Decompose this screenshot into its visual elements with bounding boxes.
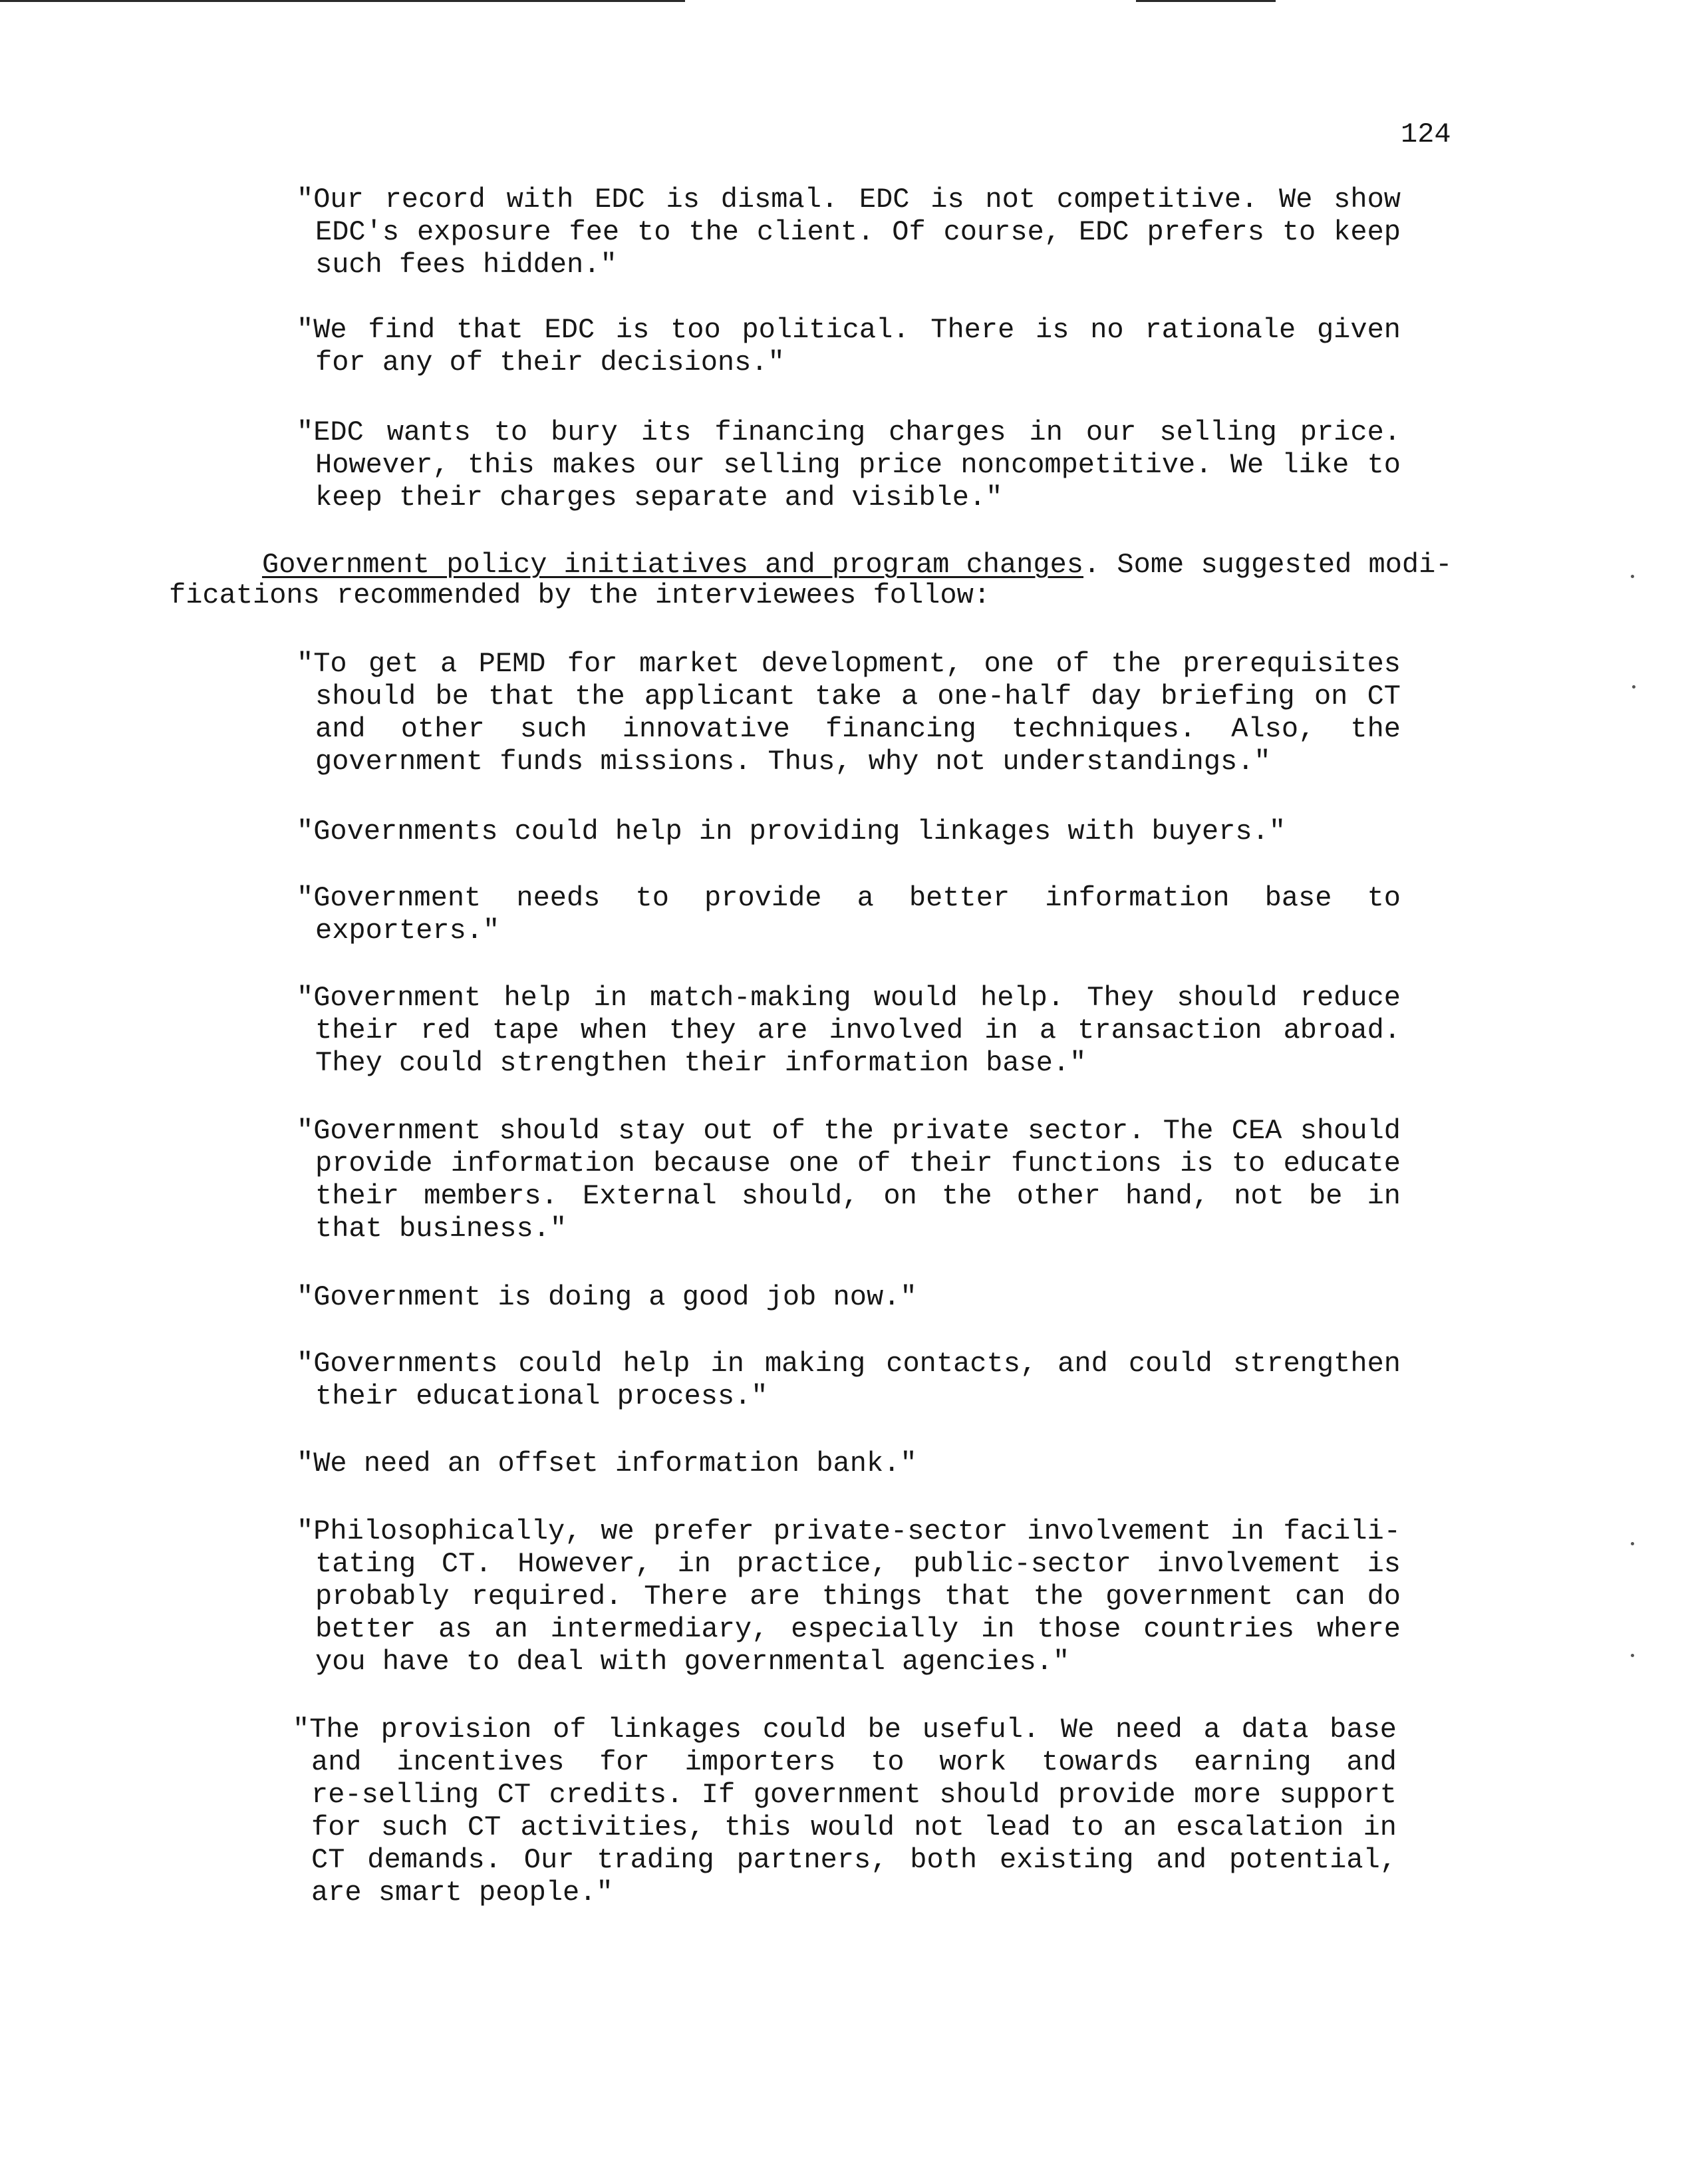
quote-line: re-selling CT credits. If government should provide more support: [311, 1779, 1397, 1811]
quote-line: are smart people.": [311, 1877, 613, 1909]
page-number: 124: [1401, 118, 1451, 150]
scan-edge-rule-right: [1136, 0, 1276, 2]
quote-line: and other such innovative financing techniques. Also, the: [315, 713, 1401, 745]
quote-line: They could strengthen their information base.": [315, 1047, 1087, 1079]
quote-match-making: [297, 982, 1401, 1080]
quote-edc-record: [297, 184, 1401, 281]
quote-line: "We need an offset information bank.": [297, 1448, 917, 1480]
quote-offset-bank: [297, 1448, 1401, 1480]
quote-edc-political: [297, 314, 1401, 379]
quote-information-base: [297, 882, 1401, 947]
quote-line: "Governments could help in providing linkages with buyers.": [297, 816, 1286, 848]
quote-line: and incentives for importers to work towards earning and: [311, 1746, 1397, 1778]
quote-line: provide information because one of their functions is to educate: [315, 1148, 1401, 1179]
quote-line: "Government needs to provide a better information base to: [297, 882, 1401, 914]
quote-line: EDC's exposure fee to the client. Of course, EDC prefers to keep: [315, 216, 1401, 248]
scan-speck: [1631, 1654, 1634, 1657]
quote-line: for such CT activities, this would not lead to an escalation in: [311, 1811, 1397, 1843]
quote-line: for any of their decisions.": [315, 347, 785, 379]
quote-line: "Government is doing a good job now.": [297, 1281, 917, 1313]
quote-edc-financing-charges: [297, 416, 1401, 514]
quote-line: their red tape when they are involved in a transaction abroad.: [315, 1014, 1401, 1046]
section-heading-line: [157, 549, 1480, 580]
quote-line: their educational process.": [315, 1380, 768, 1412]
scan-speck: [1631, 575, 1634, 578]
quote-philosophically: [297, 1515, 1401, 1678]
quote-line: better as an intermediary, especially in those countries where: [315, 1613, 1401, 1645]
quote-private-sector: [297, 1115, 1401, 1245]
quote-line: "Our record with EDC is dismal. EDC is not competitive. We show: [297, 184, 1401, 216]
quote-line: "Government help in match-making would help. They should reduce: [297, 982, 1401, 1014]
quote-good-job: [297, 1281, 1401, 1314]
section-continuation-line: fications recommended by the interviewees follow:: [169, 579, 991, 611]
quote-line: "We find that EDC is too political. There is no rationale given: [297, 314, 1401, 346]
section-heading-tail: . Some suggested modi-: [1083, 549, 1453, 581]
quote-line: their members. External should, on the other hand, not be in: [315, 1180, 1401, 1212]
quote-line: "The provision of linkages could be useful. We need a data base: [293, 1714, 1397, 1746]
quote-line: should be that the applicant take a one-half day briefing on CT: [315, 681, 1401, 712]
scan-edge-rule-left: [0, 0, 685, 2]
quote-line: "Philosophically, we prefer private-sector involvement in facili-: [297, 1515, 1401, 1547]
scan-speck: [1631, 1542, 1634, 1545]
section-heading-title: Government policy initiatives and program changes: [262, 549, 1084, 581]
quote-line: "EDC wants to bury its financing charges in our selling price.: [297, 416, 1401, 448]
quote-pemd: [297, 648, 1401, 778]
quote-line: "To get a PEMD for market development, one of the prerequisites: [297, 648, 1401, 680]
quote-line: you have to deal with governmental agencies.": [315, 1646, 1070, 1678]
quote-line: CT demands. Our trading partners, both existing and potential,: [311, 1844, 1397, 1876]
quote-line: keep their charges separate and visible.": [315, 482, 1003, 514]
quote-line: such fees hidden.": [315, 249, 617, 281]
scan-speck: [1632, 685, 1635, 689]
quote-line: that business.": [315, 1213, 567, 1245]
quote-provision-linkages: [293, 1714, 1397, 1909]
quote-line: "Government should stay out of the private sector. The CEA should: [297, 1115, 1401, 1147]
quote-line: tating CT. However, in practice, public-sector involvement is: [315, 1548, 1401, 1580]
quote-line: However, this makes our selling price noncompetitive. We like to: [315, 449, 1401, 481]
quote-line: exporters.": [315, 915, 500, 947]
quote-line: probably required. There are things that the government can do: [315, 1581, 1401, 1613]
section-heading-paragraph: [157, 549, 1480, 611]
quote-line: "Governments could help in making contacts, and could strengthen: [297, 1348, 1401, 1380]
quote-line: government funds missions. Thus, why not understandings.": [315, 746, 1271, 778]
quote-linkages-buyers: [297, 816, 1401, 848]
quote-contacts: [297, 1348, 1401, 1413]
